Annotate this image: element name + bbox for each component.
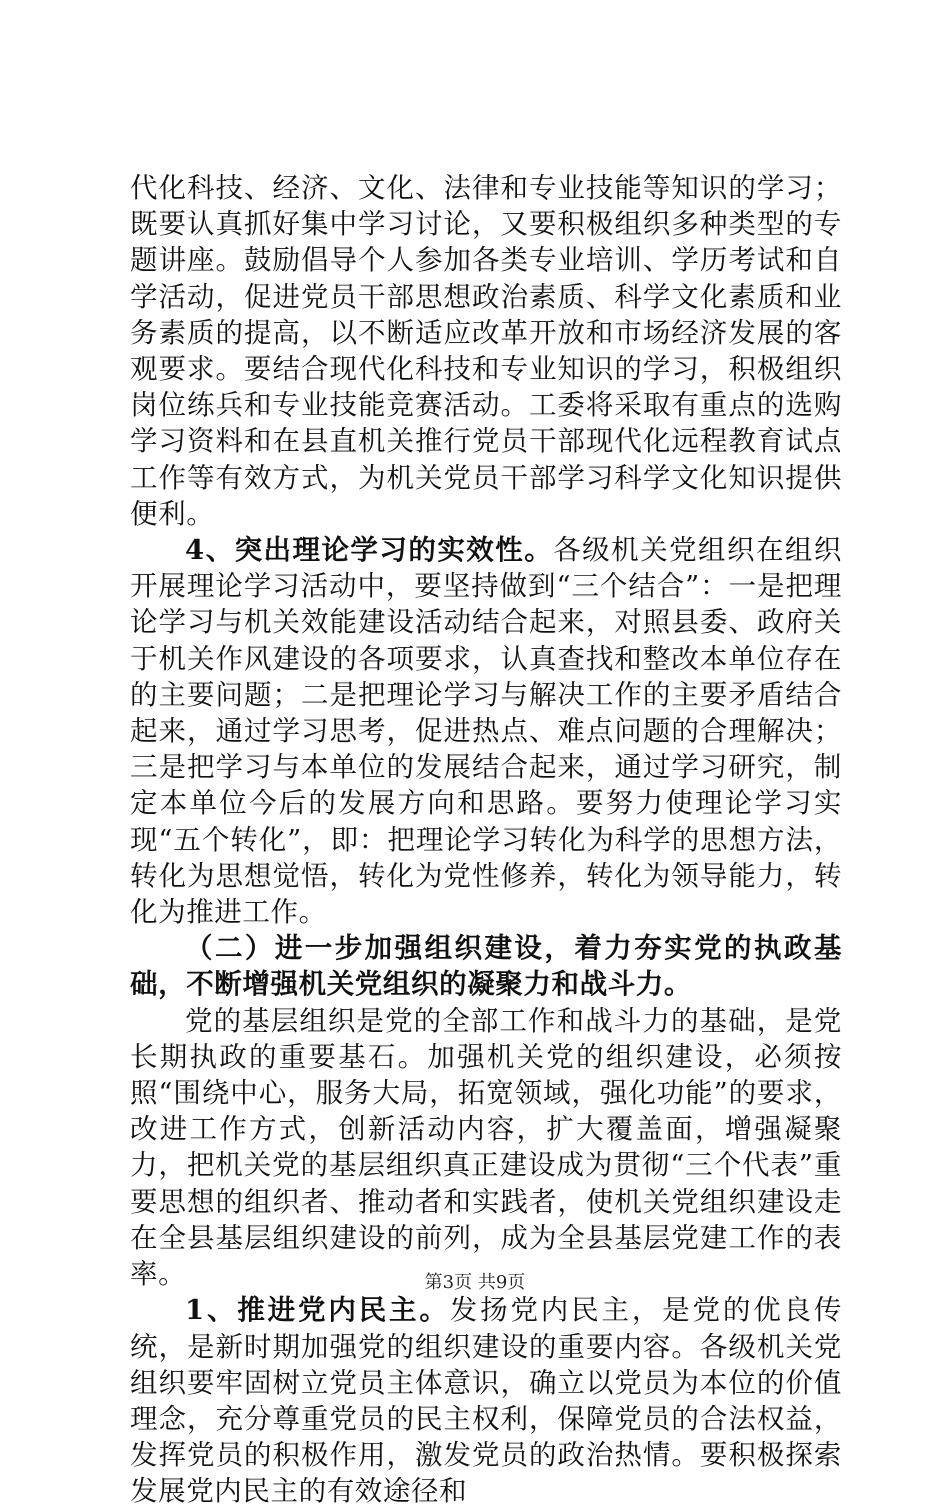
paragraph-text: 各级机关党组织在组织开展理论学习活动中，要坚持做到“三个结合”：一是把理论学习与机关效能建设活动结合起来，对照县委、政府关于机关作风建设的各项要求，认真查找和整改本单位存在的主要问题；二是把理论学习与解决工作的主要矛盾结合起来，通过学习思考，促进热点、难点问题的合理解决；三是把学习与本单位的发展结合起来，通过学习研究，制定本单位今后的发展方向和思路。要努力使理论学习实现“五个转化”，即：把理论学习转化为科学的思想方法，转化为思想觉悟，转化为党性修养，转化为领导能力，转化为推进工作。 xyxy=(130,534,843,929)
section-heading xyxy=(130,930,842,1002)
paragraph-item-1 xyxy=(130,1292,842,1509)
paragraph-heading: 4、突出理论学习的实效性。 xyxy=(185,534,554,567)
paragraph-continuation xyxy=(130,170,842,532)
paragraph-text: 代化科技、经济、文化、法律和专业技能等知识的学习；既要认真抓好集中学习讨论，又要积极组织多种类型的专题讲座。鼓励倡导个人参加各类专业培训、学历考试和自学活动，促进党员干部思想政治素质、科学文化素质和业务素质的提高，以不断适应改革开放和市场经济发展的客观要求。要结合现代化科技和专业知识的学习，积极组织岗位练兵和专业技能竞赛活动。工委将采取有重点的选购学习资料和在县直机关推行党员干部现代化远程教育试点工作等有效方式，为机关党员干部学习科学文化知识提供便利。 xyxy=(130,172,842,530)
document-body xyxy=(130,170,842,1510)
paragraph-text: 党的基层组织是党的全部工作和战斗力的基础，是党长期执政的重要基石。加强机关党的组织建设，必须按照“围绕中心，服务大局，拓宽领域，强化功能”的要求，改进工作方式，创新活动内容，扩大覆盖面，增强凝聚力，把机关党的基层组织真正建设成为贯彻“三个代表”重要思想的组织者、推动者和实践者，使机关党组织建设走在全县基层组织建设的前列，成为全县基层党建工作的表率。 xyxy=(130,1004,842,1291)
paragraph-item-4 xyxy=(130,532,842,930)
paragraph-section-intro xyxy=(130,1003,842,1293)
page-footer xyxy=(0,1268,950,1294)
paragraph-heading: 1、推进党内民主。 xyxy=(185,1294,450,1327)
paragraph-text: 发扬党内民主，是党的优良传统，是新时期加强党的组织建设的重要内容。各级机关党组织要牢固树立党员主体意识，确立以党员为本位的价值理念，充分尊重党员的民主权利，保障党员的合法权益，发挥党员的积极作用，激发党员的政治热情。要积极探索发展党内民主的有效途径和 xyxy=(130,1294,842,1508)
page-number: 第3页 共9页 xyxy=(424,1272,526,1293)
section-heading-text: （二）进一步加强组织建设，着力夯实党的执政基础，不断增强机关党组织的凝聚力和战斗力。 xyxy=(130,932,842,1001)
